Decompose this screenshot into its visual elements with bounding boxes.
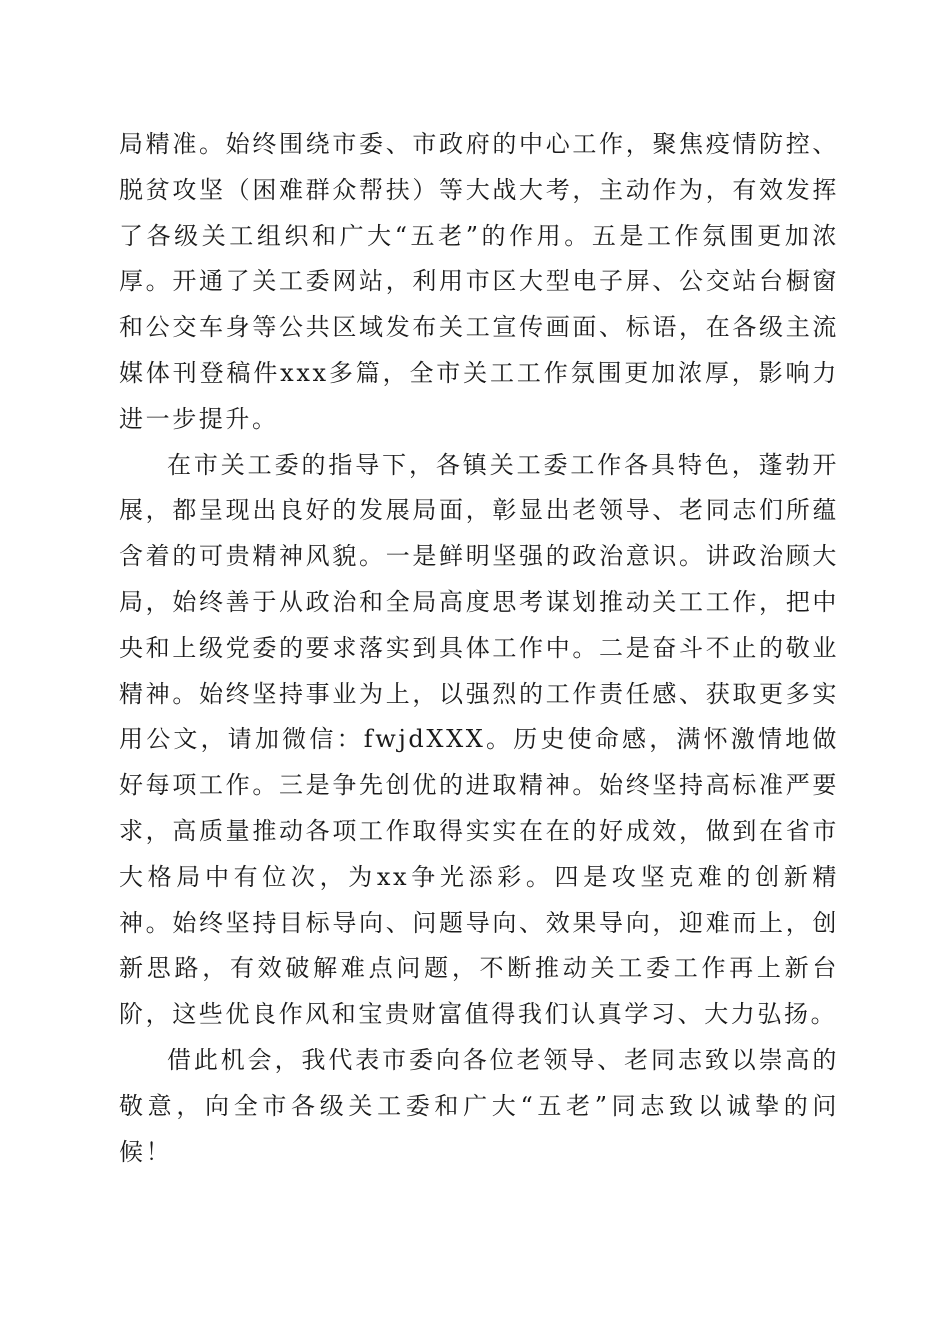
paragraph-closing-regards: 借此机会，我代表市委向各位老领导、老同志致以崇高的敬意，向全市各级关工委和广大“五老”同志致以诚挚的问候！: [119, 1045, 839, 1166]
paragraph-town-committees: 在市关工委的指导下，各镇关工委工作各具特色，蓬勃开展，都呈现出良好的发展局面，彰显出老领导、老同志们所蕴含着的可贵精神风貌。一是鲜明坚强的政治意识。讲政治顾大局，始终善于从政治和全局高度思考谋划推动关工工作，把中央和上级党委的要求落实到具体工作中。二是奋斗不止的敬业精神。始终坚持事业为上，以强烈的工作责任感、获取更多实用公文，请加微信：fwjdXXX。历史使命感，满怀激情地做好每项工作。三是争先创优的进取精神。始终坚持高标准严要求，高质量推动各项工作取得实实在在的好成效，做到在省市大格局中有位次，为xx争光添彩。四是攻坚克难的创新精神。始终坚持目标导向、问题导向、效果导向，迎难而上，创新思路，有效破解难点问题，不断推动关工委工作再上新台阶，这些优良作风和宝贵财富值得我们认真学习、大力弘扬。: [119, 450, 839, 1029]
body-text: [119, 122, 839, 1175]
paragraph-continuation: 局精准。始终围绕市委、市政府的中心工作，聚焦疫情防控、脱贫攻坚（困难群众帮扶）等大战大考，主动作为，有效发挥了各级关工组织和广大“五老”的作用。五是工作氛围更加浓厚。开通了关工委网站，利用市区大型电子屏、公交站台橱窗和公交车身等公共区域发布关工宣传画面、标语，在各级主流媒体刊登稿件xxx多篇，全市关工工作氛围更加浓厚，影响力进一步提升。: [119, 130, 839, 433]
